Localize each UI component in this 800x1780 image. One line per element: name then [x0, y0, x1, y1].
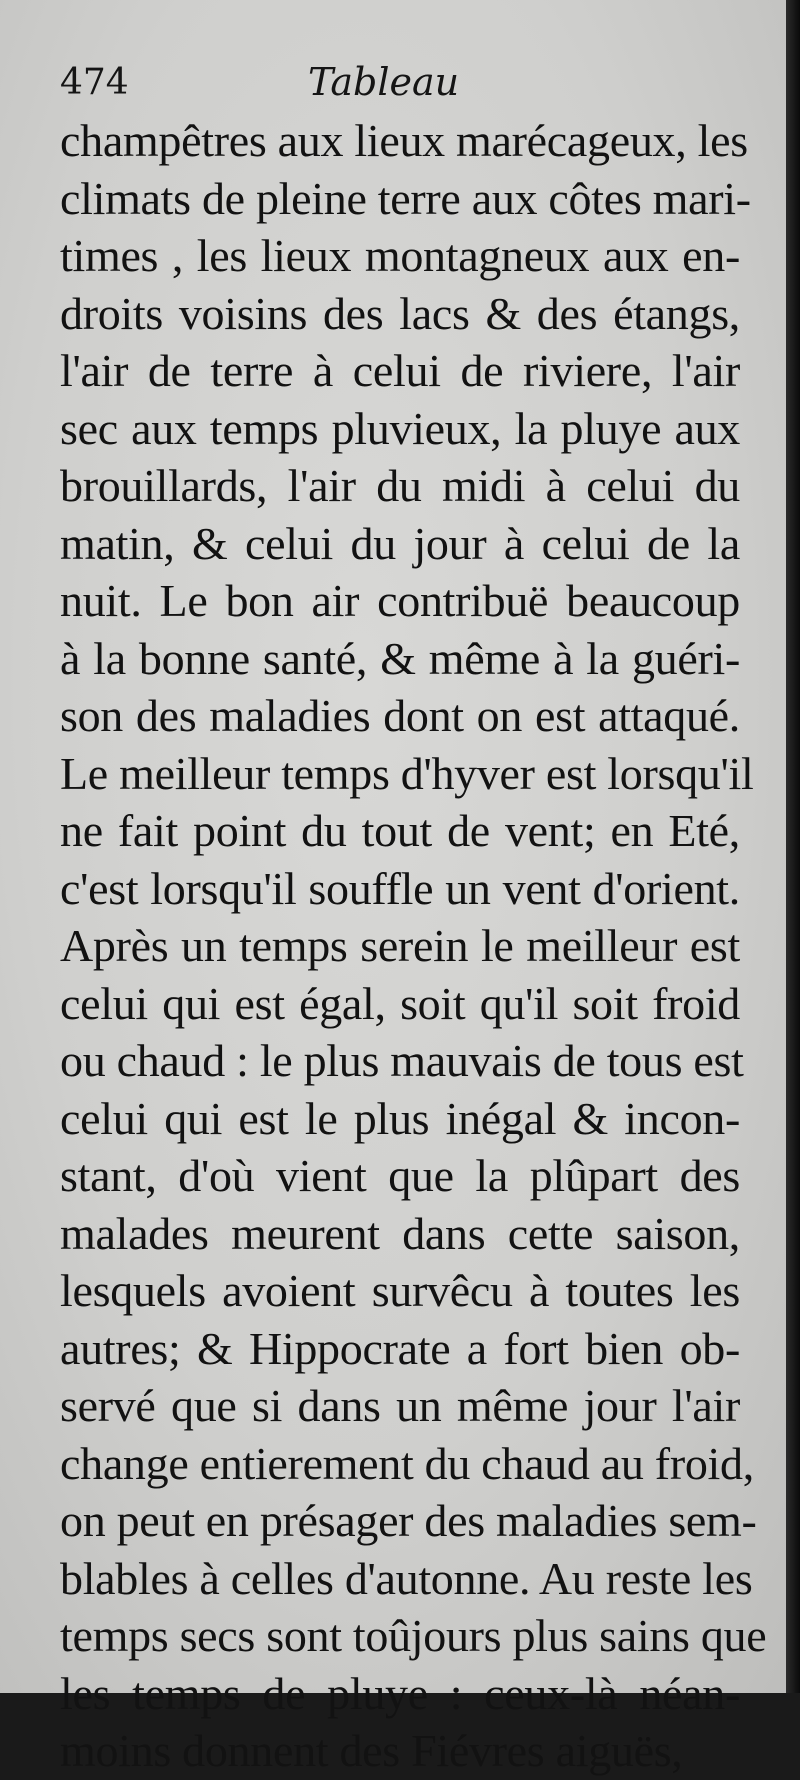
text-line: climats de pleine terre aux côtes mari-	[60, 172, 751, 224]
text-line: champêtres aux lieux marécageux, les	[60, 115, 748, 166]
text-line: moins donnent des Fiévres aiguës,	[60, 1725, 683, 1776]
text-line: celui qui est égal, soit qu'il soit froid	[60, 977, 740, 1029]
text-line: change entierement du chaud au froid,	[60, 1437, 754, 1489]
text-line: blables à celles d'autonne. Au reste les	[60, 1552, 753, 1604]
text-line: sec aux temps pluvieux, la pluye aux	[60, 402, 740, 454]
text-line: times , les lieux montagneux aux en-	[60, 230, 740, 281]
text-line: ou chaud : le plus mauvais de tous est	[60, 1035, 744, 1086]
text-line: autres; & Hippocrate a fort bien ob-	[60, 1322, 740, 1374]
text-line: nuit. Le bon air contribuë beaucoup	[60, 575, 740, 626]
text-line: temps secs sont toûjours plus sains que	[60, 1610, 767, 1661]
page-edge-shadow	[786, 0, 800, 1693]
text-line: servé que si dans un même jour l'air	[60, 1380, 740, 1431]
text-line: Le meilleur temps d'hyver est lorsqu'il	[60, 747, 754, 799]
text-line: ne fait point du tout de vent; en Eté,	[60, 805, 740, 856]
text-line: lesquels avoient survêcu à toutes les	[60, 1265, 740, 1316]
page-number: 474	[60, 62, 129, 103]
text-line: on peut en présager des maladies sem-	[60, 1495, 757, 1546]
text-line: Après un temps serein le meilleur est	[60, 920, 740, 971]
text-line: son des maladies dont on est attaqué.	[60, 690, 740, 741]
text-line: à la bonne santé, & même à la guéri-	[60, 632, 740, 684]
text-line: l'air de terre à celui de riviere, l'air	[60, 345, 740, 396]
body-text	[60, 112, 767, 1780]
text-line: droits voisins des lacs & des étangs,	[60, 287, 740, 339]
text-line: brouillards, l'air du midi à celui du	[60, 460, 740, 511]
text-line: matin, & celui du jour à celui de la	[60, 517, 740, 569]
text-line: celui qui est le plus inégal & incon-	[60, 1092, 740, 1144]
text-line: c'est lorsqu'il souffle un vent d'orient.	[60, 862, 740, 914]
text-line: stant, d'où vient que la plûpart des	[60, 1150, 740, 1201]
running-title: Tableau	[308, 60, 460, 104]
text-line: les temps de pluye : ceux-là néan-	[60, 1667, 740, 1719]
text-line: malades meurent dans cette saison,	[60, 1207, 740, 1259]
